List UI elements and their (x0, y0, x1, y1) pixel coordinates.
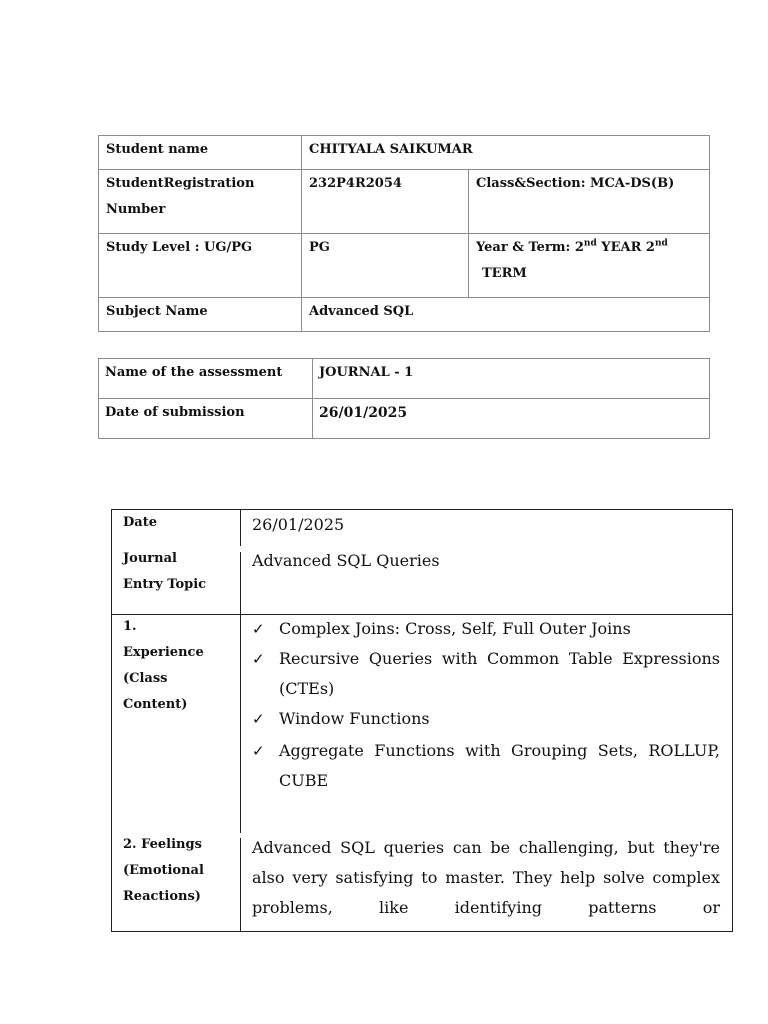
study-level-value: PG (302, 234, 469, 298)
assessment-name-label: Name of the assessment (99, 359, 313, 399)
topic-label (123, 546, 206, 598)
term-ordinal-suffix: nd (654, 238, 668, 249)
date-value: 26/01/2025 (252, 515, 345, 534)
registration-label-line2: Number (106, 202, 166, 217)
list-item (252, 736, 720, 796)
assessment-table (98, 358, 710, 439)
experience-label (123, 614, 204, 718)
feelings-label-line: 2. Feelings (123, 837, 202, 852)
year-term-prefix: Year & Term: 2 (476, 240, 584, 255)
year-term-value (469, 234, 710, 298)
experience-content (252, 614, 720, 796)
class-section-value: Class&Section: MCA-DS(B) (469, 170, 710, 234)
subject-label: Subject Name (99, 298, 302, 332)
checkmark-icon: ✓ (252, 710, 265, 728)
student-info-table (98, 135, 710, 332)
topic-value: Advanced SQL Queries (252, 551, 440, 570)
list-item-text: Window Functions (279, 709, 430, 728)
experience-label-line: (Class (123, 671, 168, 686)
registration-value: 232P4R2054 (302, 170, 469, 234)
assessment-name-value: JOURNAL - 1 (313, 359, 710, 399)
checkmark-icon: ✓ (252, 650, 265, 668)
student-name-value: CHITYALA SAIKUMAR (302, 136, 710, 170)
year-term-line2: TERM (482, 266, 527, 281)
list-item (252, 614, 720, 644)
feelings-label-line: (Emotional (123, 863, 204, 878)
registration-label (99, 170, 302, 234)
year-term-mid: YEAR 2 (596, 240, 655, 255)
year-ordinal-suffix: nd (583, 238, 597, 249)
experience-label-line: Experience (123, 645, 204, 660)
subject-value: Advanced SQL (302, 298, 710, 332)
submission-date-label: Date of submission (99, 399, 313, 439)
column-divider (240, 552, 241, 833)
topic-label-line1: Journal (123, 551, 177, 566)
topic-label-line2: Entry Topic (123, 577, 207, 592)
feelings-label-line: Reactions) (123, 889, 201, 904)
feelings-text: Advanced SQL queries can be challenging, but they're also very satisfying to master. They help solve complex problems, like identifying patterns or (252, 838, 720, 917)
column-divider (240, 510, 241, 546)
column-divider (240, 838, 241, 931)
study-level-label: Study Level : UG/PG (99, 234, 302, 298)
experience-list (252, 614, 720, 796)
submission-date-value: 26/01/2025 (313, 399, 710, 439)
date-label: Date (123, 515, 157, 530)
student-name-label: Student name (99, 136, 302, 170)
experience-label-line: Content) (123, 697, 188, 712)
feelings-label (123, 832, 204, 910)
list-item-text: Aggregate Functions with Grouping Sets, ROLLUP, CUBE (279, 741, 720, 790)
checkmark-icon: ✓ (252, 742, 265, 760)
checkmark-icon: ✓ (252, 620, 265, 638)
experience-label-line: 1. (123, 619, 137, 634)
list-item-text: Recursive Queries with Common Table Expressions (CTEs) (279, 649, 720, 698)
registration-label-line1: StudentRegistration (106, 176, 255, 191)
feelings-content (252, 833, 720, 923)
list-item (252, 644, 720, 704)
list-item (252, 704, 720, 734)
list-item-text: Complex Joins: Cross, Self, Full Outer Joins (279, 619, 631, 638)
journal-table (111, 509, 733, 932)
